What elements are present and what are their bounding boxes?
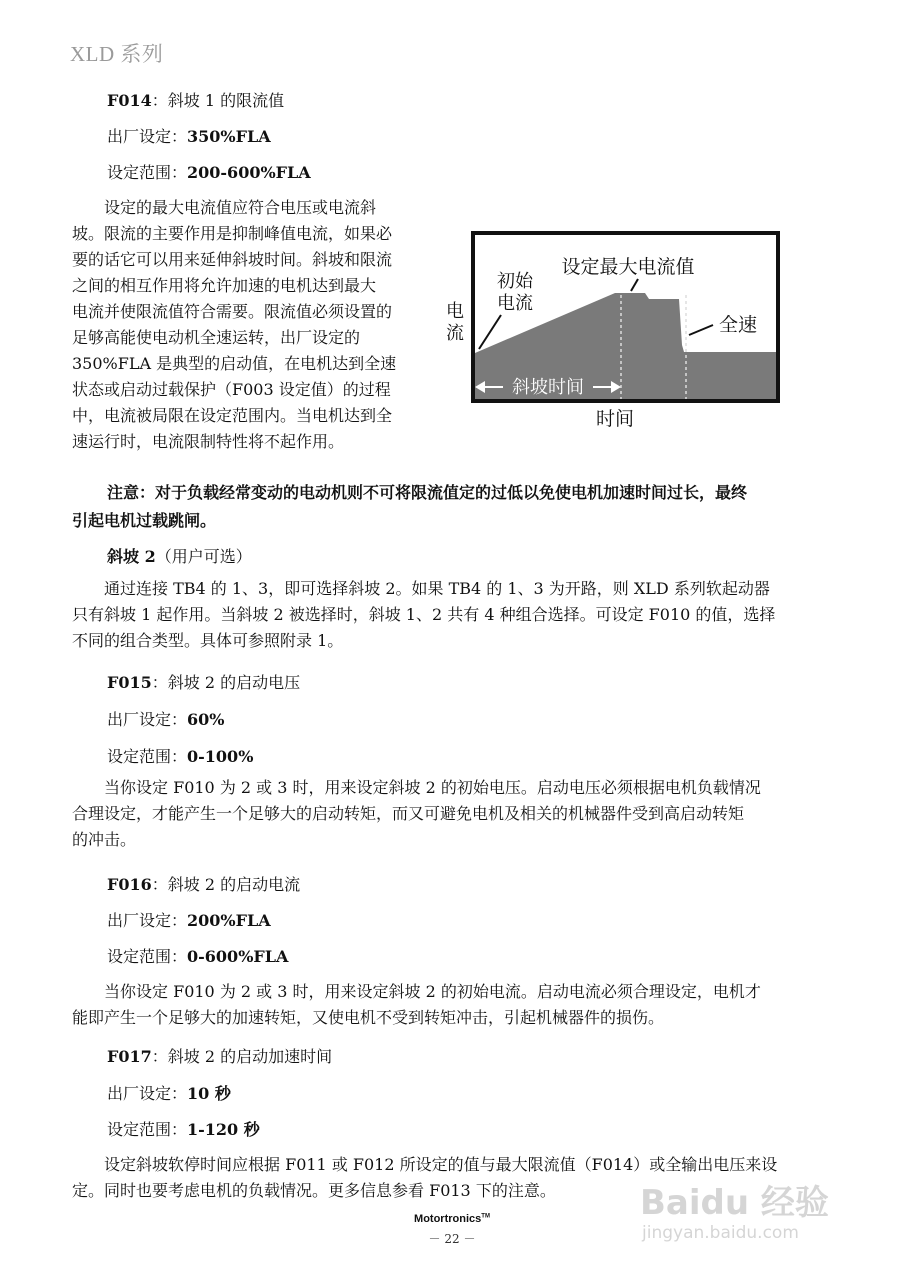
- f016-default-value: 200%FLA: [187, 911, 271, 930]
- current-axis-label-1: 电: [446, 301, 464, 322]
- f016-code: F016: [107, 875, 152, 894]
- f015-line: 合理设定，才能产生一个足够大的启动转矩，而又可避免电机及相关的机械器件受到高启动转矩: [72, 804, 745, 823]
- f014-range-label: 设定范围：: [107, 163, 188, 182]
- f014-default-label: 出厂设定：: [107, 127, 188, 146]
- f016-range-value: 0-600%FLA: [187, 947, 289, 966]
- f014-range: [107, 160, 311, 183]
- current-axis-label-2: 流: [446, 323, 464, 344]
- f016-line: 当你设定 F010 为 2 或 3 时，用来设定斜坡 2 的初始电流。启动电流必须合理设定，电机才: [104, 982, 761, 1001]
- series-header: XLD 系列: [70, 42, 164, 66]
- f016-default: [107, 908, 271, 931]
- f015-code: F015: [107, 673, 152, 692]
- ramp2-description: [72, 576, 832, 654]
- f015-description: [72, 775, 832, 853]
- ramp-time-label: 斜坡时间: [512, 377, 584, 398]
- f016-title: [107, 872, 300, 895]
- note-line-2: 引起电机过载跳闸。: [72, 511, 217, 530]
- ramp2-line: 不同的组合类型。具体可参照附录 1。: [72, 631, 344, 650]
- f017-line: 定。同时也要考虑电机的负载情况。更多信息参看 F013 下的注意。: [72, 1181, 556, 1200]
- f014-desc-line: 中，电流被局限在设定范围内。当电机达到全: [72, 406, 393, 425]
- f017-range: [107, 1117, 260, 1140]
- f015-line: 当你设定 F010 为 2 或 3 时，用来设定斜坡 2 的初始电压。启动电压必须根据电机负载情况: [104, 778, 761, 797]
- baidu-watermark: [640, 1175, 860, 1275]
- f015-range-value: 0-100%: [187, 747, 254, 766]
- initial-label-2: 电流: [497, 293, 533, 314]
- ramp2-title-normal: （用户可选）: [155, 547, 252, 566]
- f016-title-text: ：斜坡 2 的启动电流: [151, 875, 301, 894]
- f014-default: [107, 124, 271, 147]
- f014-desc-line: 坡。限流的主要作用是抑制峰值电流，如果必: [72, 224, 393, 243]
- f017-code: F017: [107, 1047, 152, 1066]
- f015-range-label: 设定范围：: [107, 747, 188, 766]
- note-line-1: 注意：对于负载经常变动的电动机则不可将限流值定的过低以免使电机加速时间过长，最终: [107, 483, 748, 502]
- f017-default-value: 10 秒: [187, 1084, 231, 1103]
- f016-description: [72, 979, 832, 1031]
- f015-title: [107, 670, 300, 693]
- f014-desc-line: 状态或启动过载保护（F003 设定值）的过程: [72, 380, 391, 399]
- time-axis-label: 时间: [595, 408, 635, 430]
- f016-line: 能即产生一个足够大的加速转矩，又使电机不受到转矩冲击，引起机械器件的损伤。: [72, 1008, 665, 1027]
- set-max-label: 设定最大电流值: [561, 256, 695, 278]
- initial-label-1: 初始: [497, 271, 533, 292]
- f017-line: 设定斜坡软停时间应根据 F011 或 F012 所设定的值与最大限流值（F014）或全输出电压来设: [104, 1155, 778, 1174]
- f016-range: [107, 944, 288, 967]
- ramp2-title-bold: 斜坡 2: [107, 547, 156, 566]
- ramp2-title: [107, 544, 252, 567]
- ramp2-line: 只有斜坡 1 起作用。当斜坡 2 被选择时，斜坡 1、2 共有 4 种组合选择。可设定 F010 的值，选择: [72, 605, 776, 624]
- f017-default-label: 出厂设定：: [107, 1084, 188, 1103]
- footer-brand: [0, 1213, 904, 1225]
- watermark-url: jingyan.baidu.com: [642, 1223, 799, 1243]
- page-number: － 22 －: [428, 1232, 476, 1246]
- f017-range-label: 设定范围：: [107, 1120, 188, 1139]
- current-limit-diagram: [443, 225, 783, 435]
- f015-title-text: ：斜坡 2 的启动电压: [151, 673, 301, 692]
- f014-title: [107, 88, 284, 111]
- f014-description: [72, 195, 434, 455]
- f014-range-value: 200-600%FLA: [187, 163, 311, 182]
- f015-default: [107, 707, 224, 730]
- f016-default-label: 出厂设定：: [107, 911, 188, 930]
- ramp2-line: 通过连接 TB4 的 1、3，即可选择斜坡 2。如果 TB4 的 1、3 为开路，则 XLD 系列软起动器: [104, 579, 770, 598]
- f014-desc-line: 电流并使限流值符合需要。限流值必须设置的: [72, 302, 393, 321]
- f014-default-value: 350%FLA: [187, 127, 271, 146]
- footer-brand-name: Motortronics: [414, 1213, 482, 1225]
- footer-brand-tm: TM: [481, 1213, 490, 1220]
- f014-desc-line: 之间的相互作用将允许加速的电机达到最大: [72, 276, 377, 295]
- f014-desc-line: 设定的最大电流值应符合电压或电流斜: [104, 198, 377, 217]
- f016-range-label: 设定范围：: [107, 947, 188, 966]
- watermark-logo-text: Baidu 经验: [640, 1183, 829, 1223]
- f015-default-value: 60%: [187, 710, 225, 729]
- f014-desc-line: 要的话它可以用来延伸斜坡时间。斜坡和限流: [72, 250, 393, 269]
- f017-title-text: ：斜坡 2 的启动加速时间: [151, 1047, 333, 1066]
- f014-desc-line: 350%FLA 是典型的启动值，在电机达到全速: [72, 354, 397, 373]
- f014-desc-line: 速运行时，电流限制特性将不起作用。: [72, 432, 345, 451]
- f015-default-label: 出厂设定：: [107, 710, 188, 729]
- f014-title-text: ：斜坡 1 的限流值: [151, 91, 285, 110]
- f014-code: F014: [107, 91, 152, 110]
- full-speed-label: 全速: [718, 314, 758, 336]
- f017-default: [107, 1081, 231, 1104]
- f014-desc-line: 足够高能使电动机全速运转，出厂设定的: [72, 328, 361, 347]
- f015-line: 的冲击。: [72, 830, 137, 849]
- f015-range: [107, 744, 253, 767]
- f017-range-value: 1-120 秒: [187, 1120, 260, 1139]
- f017-title: [107, 1044, 332, 1067]
